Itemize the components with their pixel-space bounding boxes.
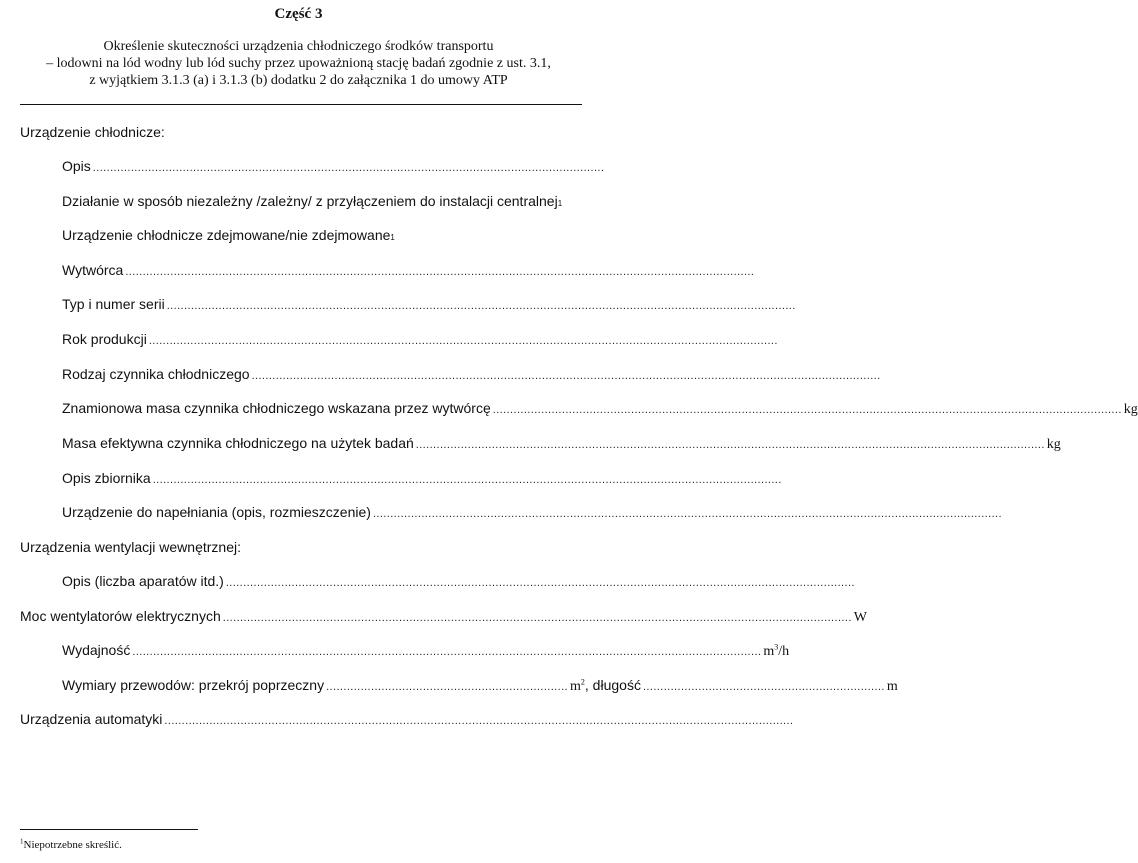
duct-length-unit: m bbox=[886, 679, 898, 694]
footnote-marker: 1 bbox=[20, 837, 24, 846]
capacity-blank[interactable]: ...................................................................................................................................................................................... bbox=[132, 646, 762, 658]
effective-mass-unit: kg bbox=[1046, 437, 1061, 452]
nominal-mass-field[interactable] bbox=[62, 400, 1138, 418]
ventilation-description-label: Opis (liczba aparatów itd.) bbox=[62, 573, 224, 589]
subtitle-line-1: Określenie skuteczności urządzenia chłodniczego środków transportu bbox=[103, 39, 494, 54]
capacity-unit: $m^3/h$ bbox=[763, 642, 790, 659]
ventilation-description-field[interactable] bbox=[62, 573, 855, 589]
refrigerant-label: Rodzaj czynnika chłodniczego bbox=[62, 366, 250, 382]
refrigerant-blank[interactable]: ...................................................................................................................................................................................... bbox=[251, 370, 881, 382]
tank-description-field[interactable] bbox=[62, 470, 782, 486]
filling-device-field[interactable] bbox=[62, 504, 1002, 520]
fan-power-field[interactable] bbox=[20, 608, 867, 626]
automatic-devices-field[interactable] bbox=[20, 711, 794, 727]
refrigerant-field[interactable] bbox=[62, 366, 881, 382]
year-blank[interactable]: ...................................................................................................................................................................................... bbox=[148, 335, 778, 347]
description-label: Opis bbox=[62, 158, 91, 174]
automatic-devices-label: Urządzenia automatyki bbox=[20, 711, 163, 727]
fan-power-label: Moc wentylatorów elektrycznych bbox=[20, 608, 221, 624]
footnote-divider bbox=[20, 829, 198, 830]
duct-length-blank[interactable]: ...................................................................... bbox=[642, 681, 885, 693]
duct-dimensions-label: Wymiary przewodów: przekrój poprzeczny bbox=[62, 677, 325, 693]
manufacturer-label: Wytwórca bbox=[62, 262, 124, 278]
nominal-mass-label: Znamionowa masa czynnika chłodniczego wskazana przez wytwórcę bbox=[62, 400, 491, 416]
ventilation-heading: Urządzenia wentylacji wewnętrznej: bbox=[20, 539, 241, 555]
nominal-mass-blank[interactable]: ...................................................................................................................................................................................... bbox=[492, 404, 1122, 416]
type-serial-field[interactable] bbox=[62, 296, 796, 312]
removable-label: Urządzenie chłodnicze zdejmowane/nie zdejmowane bbox=[62, 227, 391, 243]
capacity-label: Wydajność bbox=[62, 642, 131, 658]
capacity-field[interactable] bbox=[62, 642, 790, 660]
duct-length-label: , długość bbox=[584, 677, 641, 693]
operation-label: Działanie w sposób niezależny /zależny/ z przyłączeniem do instalacji centralnej bbox=[62, 193, 558, 209]
manufacturer-field[interactable] bbox=[62, 262, 755, 278]
type-serial-label: Typ i numer serii bbox=[62, 296, 165, 312]
subtitle-line-3: z wyjątkiem 3.1.3 (a) i 3.1.3 (b) dodatku 2 do załącznika 1 do umowy ATP bbox=[89, 73, 508, 88]
manufacturer-blank[interactable]: ...................................................................................................................................................................................... bbox=[125, 266, 755, 278]
footnote-text: Niepotrzebne skreślić. bbox=[23, 839, 122, 851]
duct-section-blank[interactable]: ...................................................................... bbox=[326, 681, 569, 693]
tank-description-label: Opis zbiornika bbox=[62, 470, 151, 486]
description-field[interactable] bbox=[62, 158, 605, 174]
year-label: Rok produkcji bbox=[62, 331, 147, 347]
section-title: Część 3 bbox=[274, 6, 323, 22]
effective-mass-blank[interactable]: ...................................................................................................................................................................................... bbox=[415, 439, 1045, 451]
filling-device-blank[interactable]: ...................................................................................................................................................................................... bbox=[372, 508, 1002, 520]
cooling-unit-heading: Urządzenie chłodnicze: bbox=[20, 124, 165, 140]
operation-field: Działanie w sposób niezależny /zależny/ z przyłączeniem do instalacji centralnej 1 bbox=[62, 193, 563, 209]
effective-mass-label: Masa efektywna czynnika chłodniczego na użytek badań bbox=[62, 435, 414, 451]
duct-dimensions-field[interactable] bbox=[62, 677, 898, 695]
effective-mass-field[interactable] bbox=[62, 435, 1061, 453]
type-serial-blank[interactable]: ...................................................................................................................................................................................... bbox=[166, 300, 796, 312]
duct-section-unit: $m^2$ bbox=[570, 677, 585, 694]
footnote bbox=[20, 839, 122, 851]
tank-description-blank[interactable]: ...................................................................................................................................................................................... bbox=[152, 474, 782, 486]
ventilation-description-blank[interactable]: ...................................................................................................................................................................................... bbox=[225, 577, 855, 589]
fan-power-blank[interactable]: ...................................................................................................................................................................................... bbox=[222, 612, 852, 624]
subtitle-line-2: – lodowni na lód wodny lub lód suchy przez upoważnioną stację badań zgodnie z ust. 3.1, bbox=[46, 56, 551, 71]
description-blank[interactable]: .................................................................................................................................................... bbox=[92, 162, 605, 174]
automatic-devices-blank[interactable]: ...................................................................................................................................................................................... bbox=[164, 715, 794, 727]
filling-device-label: Urządzenie do napełniania (opis, rozmieszczenie) bbox=[62, 504, 371, 520]
nominal-mass-unit: kg bbox=[1123, 402, 1138, 417]
fan-power-unit: W bbox=[853, 610, 867, 625]
header-divider bbox=[20, 104, 582, 105]
section-subtitle bbox=[0, 38, 597, 89]
year-field[interactable] bbox=[62, 331, 778, 347]
removable-field: Urządzenie chłodnicze zdejmowane/nie zdejmowane 1 bbox=[62, 227, 395, 243]
